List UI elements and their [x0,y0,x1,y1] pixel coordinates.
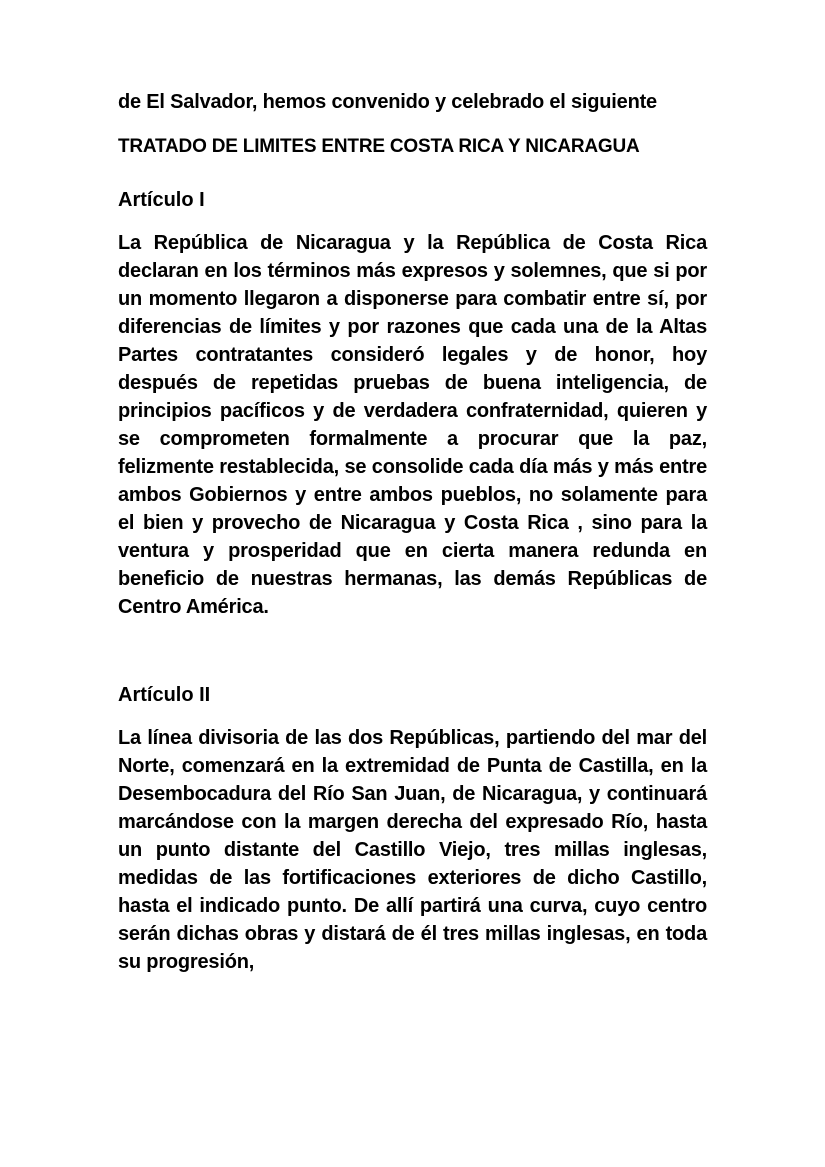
article-2-heading: Artículo II [118,684,211,706]
article-1-heading: Artículo I [118,189,205,211]
article-1-body: La República de Nicaragua y la República de Costa Rica declaran en los términos más expresos y solemnes, que si por un momento llegaron a disponerse para combatir entre sí, por diferencias de límites y por razones que cada una de la Altas Partes contratantes consideró legales y de honor, hoy después de repetidas pruebas de buena inteligencia, de principios pacíficos y de verdadera confraternidad, quieren y se comprometen formalmente a procurar que la paz, felizmente restablecida, se consolide cada día más y más entre ambos Gobiernos y entre ambos pueblos, no solamente para el bien y provecho de Nicaragua y Costa Rica , sino para la ventura y prosperidad que en cierta manera redunda en beneficio de nuestras hermanas, las demás Repúblicas de Centro América. [118,232,707,618]
treaty-title: TRATADO DE LIMITES ENTRE COSTA RICA Y NICARAGUA [118,136,640,157]
intro-paragraph: de El Salvador, hemos convenido y celebrado el siguiente [118,91,657,113]
article-2-body: La línea divisoria de las dos Repúblicas, partiendo del mar del Norte, comenzará en la extremidad de Punta de Castilla, en la Desembocadura del Río San Juan, de Nicaragua, y continuará marcándose con la margen derecha del expresado Río, hasta un punto distante del Castillo Viejo, tres millas inglesas, medidas de las fortificaciones exteriores de dicho Castillo, hasta el indicado punto. De allí partirá una curva, cuyo centro serán dichas obras y distará de él tres millas inglesas, en toda su progresión, [118,727,707,973]
